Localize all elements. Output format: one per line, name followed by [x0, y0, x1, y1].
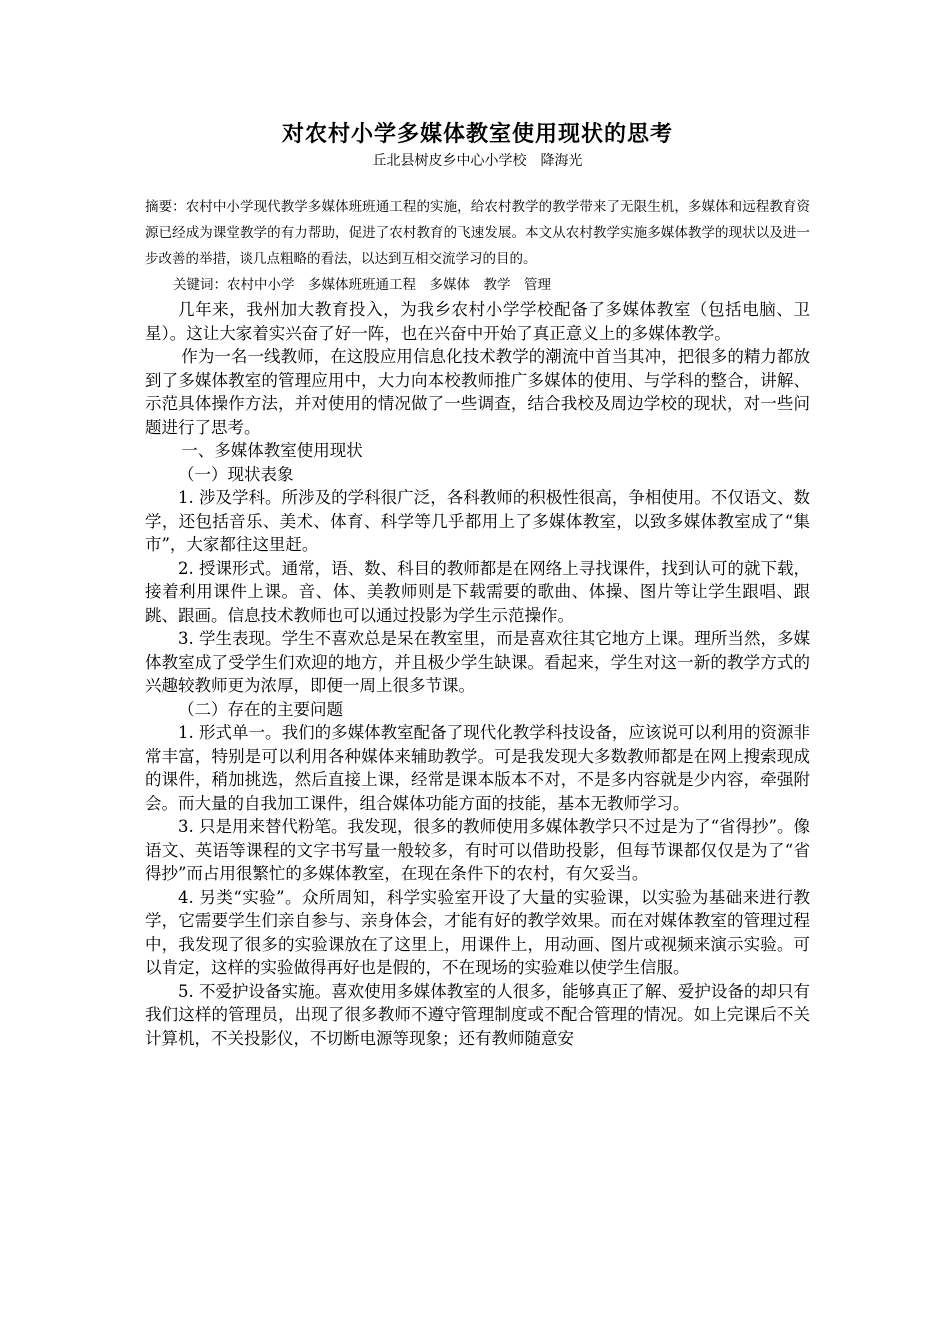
- body-paragraph: 1. 形式单一。我们的多媒体教室配备了现代化教学科技设备，应该说可以利用的资源非常丰富，特别是可以利用各种媒体来辅助教学。可是我发现大多数教师都是在网上搜索现成的课件，稍加挑选，然后直接上课，经常是课本版本不对，不是多内容就是少内容，牵强附会。而大量的自我加工课件，组合媒体功能方面的技能，基本无教师学习。: [145, 723, 810, 813]
- body-paragraph: 3. 学生表现。学生不喜欢总是呆在教室里，而是喜欢往其它地方上课。理所当然，多媒体教室成了受学生们欢迎的地方，并且极少学生缺课。看起来，学生对这一新的教学方式的兴趣较教师更为浓厚，即便一周上很多节课。: [145, 629, 810, 695]
- body-paragraph: 2. 授课形式。通常，语、数、科目的教师都是在网络上寻找课件，找到认可的就下载，接着利用课件上课。音、体、美教师则是下载需要的歌曲、体操、图片等让学生跟唱、跟跳、跟画。信息技术教师也可以通过投影为学生示范操作。: [145, 558, 810, 625]
- document-page: [145, 118, 810, 1050]
- body-paragraph: 4. 另类“实验”。众所周知，科学实验室开设了大量的实验课，以实验为基础来进行教学，它需要学生们亲自参与、亲身体会，才能有好的教学效果。而在对媒体教室的管理过程中，我发现了很多的实验课放在了这里上，用课件上，用动画、图片或视频来演示实验。可以肯定，这样的实验做得再好也是假的，不在现场的实验难以使学生信服。: [145, 887, 810, 977]
- subsection-heading: （二）存在的主要问题: [178, 699, 343, 719]
- body-paragraph: 几年来，我州加大教育投入，为我乡农村小学学校配备了多媒体教室（包括电脑、卫星）。这让大家着实兴奋了好一阵，也在兴奋中开始了真正意义上的多媒体教学。: [145, 300, 810, 343]
- body-paragraph: 5. 不爱护设备实施。喜欢使用多媒体教室的人很多，能够真正了解、爱护设备的却只有我们这样的管理员，出现了很多教师不遵守管理制度或不配合管理的情况。如上完课后不关计算机，不关投影仪，不切断电源等现象；还有教师随意安: [145, 981, 810, 1048]
- author-byline: 丘北县树皮乡中心小学校 降海光: [372, 153, 583, 169]
- keywords-line: 关键词：农村中小学 多媒体班班通工程 多媒体 教学 管理: [173, 277, 551, 293]
- body-paragraph: 3. 只是用来替代粉笔。我发现，很多的教师使用多媒体教学只不过是为了“省得抄”。像语文、英语等课程的文字书写量一般较多，有时可以借助投影，但每节课都仅仅是为了“省得抄”而占用很繁忙的多媒体教室，在现在条件下的农村，有欠妥当。: [145, 817, 810, 883]
- section-heading: 一、多媒体教室使用现状: [181, 441, 363, 460]
- body-paragraph: 1. 涉及学科。所涉及的学科很广泛，各科教师的积极性很高，争相使用。不仅语文、数学，还包括音乐、美术、体育、科学等几乎都用上了多媒体教室，以致多媒体教室成了“集市”，大家都往这里赶。: [145, 488, 810, 554]
- document-title: 对农村小学多媒体教室使用现状的思考: [281, 121, 673, 147]
- subsection-heading: （一）现状表象: [178, 464, 294, 484]
- abstract-paragraph: 摘要：农村中小学现代教学多媒体班班通工程的实施，给农村教学的教学带来了无限生机，多媒体和远程教育资源已经成为课堂教学的有力帮助，促进了农村教育的飞速发展。本文从农村教学实施多媒体教学的现状以及进一步改善的举措，谈几点粗略的看法，以达到互相交流学习的目的。: [145, 199, 810, 267]
- body-paragraph: 作为一名一线教师，在这股应用信息化技术教学的潮流中首当其冲，把很多的精力都放到了多媒体教室的管理应用中，大力向本校教师推广多媒体的使用、与学科的整合，讲解、示范具体操作方法，并对使用的情况做了一些调查，结合我校及周边学校的现状，对一些问题进行了思考。: [145, 347, 810, 437]
